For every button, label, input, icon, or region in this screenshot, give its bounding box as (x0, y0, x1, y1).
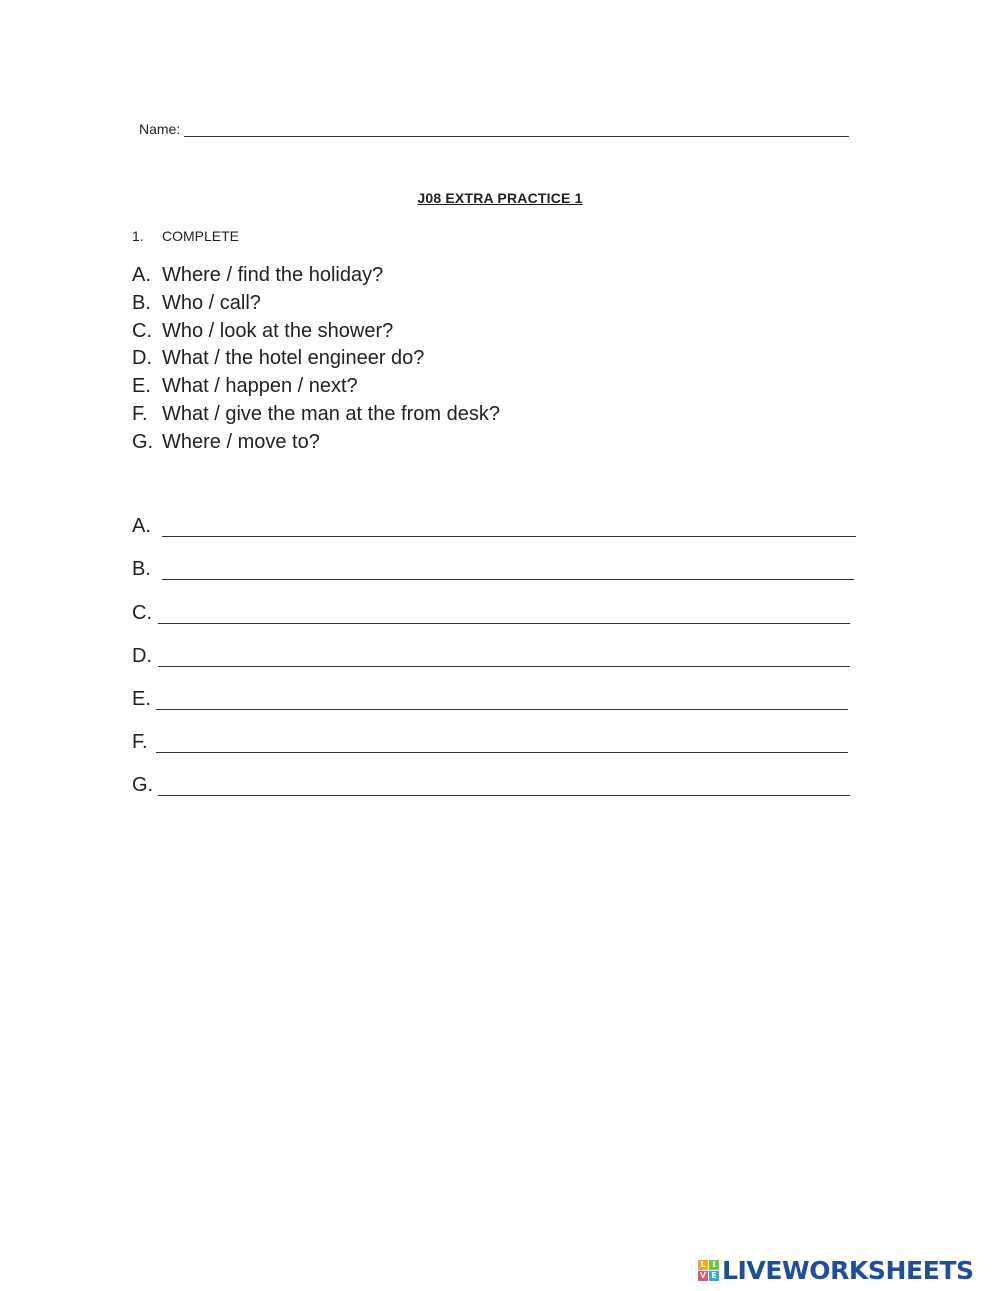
answer-line[interactable] (158, 775, 850, 796)
question-text: Who / call? (162, 291, 261, 314)
answer-line[interactable] (158, 603, 850, 624)
liveworksheets-logo (698, 1255, 974, 1285)
logo-mark-letter: E (709, 1271, 719, 1281)
answer-row (132, 625, 856, 668)
question-text: What / give the man at the from desk? (162, 402, 500, 425)
logo-mark-icon (698, 1260, 719, 1281)
question-item (132, 401, 500, 429)
logo-mark-letter: I (709, 1260, 719, 1270)
question-list (132, 262, 500, 457)
answer-letter: C. (132, 601, 152, 624)
answer-row (132, 538, 856, 581)
answer-row (132, 668, 856, 711)
answer-letter: B. (132, 558, 151, 581)
answer-line[interactable] (158, 646, 850, 667)
question-item (132, 345, 500, 373)
question-text: What / happen / next? (162, 375, 358, 398)
section-number: 1. (132, 228, 144, 244)
question-item (132, 429, 500, 457)
question-text: What / the hotel engineer do? (162, 347, 425, 370)
worksheet-title: J08 EXTRA PRACTICE 1 (417, 190, 583, 206)
answer-letter: D. (132, 644, 152, 667)
question-text: Where / find the holiday? (162, 264, 384, 286)
question-text: Where / move to? (162, 430, 320, 453)
answer-line[interactable] (162, 516, 856, 537)
question-item (132, 318, 500, 346)
answer-letter: A. (132, 515, 151, 538)
answer-line[interactable] (156, 689, 848, 710)
question-letter: G. (132, 430, 154, 453)
name-field[interactable] (139, 117, 849, 137)
name-label: Name: (139, 121, 181, 137)
answer-row (132, 754, 856, 797)
question-letter: D. (132, 347, 152, 370)
logo-mark-letter: V (699, 1270, 707, 1280)
question-item (132, 373, 500, 401)
answer-row (132, 581, 856, 624)
question-letter: E. (132, 375, 151, 398)
answer-letter: E. (132, 687, 151, 710)
answer-row (132, 711, 856, 754)
answer-row (132, 495, 856, 538)
section-heading (132, 228, 239, 244)
question-letter: F. (132, 402, 148, 425)
answer-line[interactable] (162, 559, 854, 580)
logo-mark-letter: L (698, 1260, 708, 1270)
answer-letter: F. (132, 731, 148, 754)
question-letter: A. (132, 264, 151, 286)
logo-text: LIVEWORKSHEETS (722, 1255, 974, 1285)
question-text: Who / look at the shower? (162, 319, 394, 342)
answer-list (132, 495, 856, 797)
section-label: COMPLETE (162, 228, 240, 244)
question-item (132, 262, 500, 290)
question-letter: B. (132, 291, 151, 314)
question-letter: C. (132, 319, 152, 342)
answer-line[interactable] (156, 732, 848, 753)
name-underline[interactable] (184, 122, 849, 137)
answer-letter: G. (132, 774, 154, 797)
question-item (132, 290, 500, 318)
